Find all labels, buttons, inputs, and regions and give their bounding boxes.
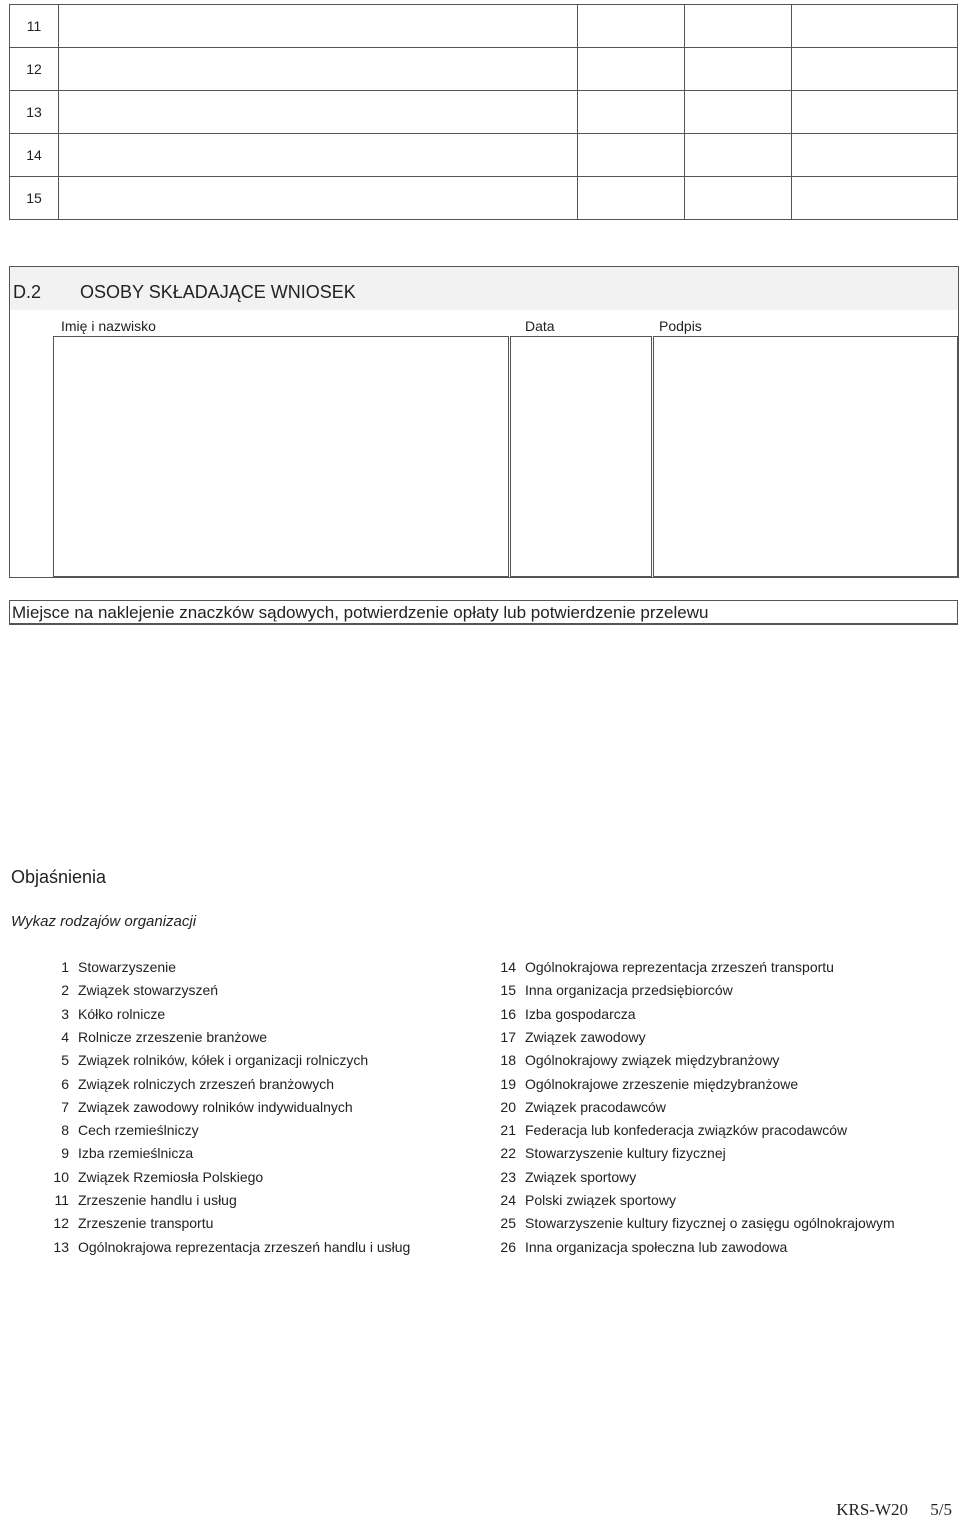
item-label: Zrzeszenie handlu i usług	[78, 1192, 237, 1208]
item-number: 18	[500, 1052, 516, 1069]
item-number: 25	[500, 1215, 516, 1232]
list-item	[500, 1075, 799, 1093]
item-number: 2	[61, 982, 69, 999]
applicants-section	[9, 266, 959, 578]
cell-a[interactable]	[578, 91, 685, 134]
item-number: 3	[61, 1005, 69, 1022]
item-number: 11	[54, 1192, 69, 1208]
cell-c[interactable]	[792, 5, 958, 48]
cell-a[interactable]	[578, 5, 685, 48]
item-label: Izba rzemieślnicza	[78, 1145, 194, 1162]
table-row	[10, 91, 958, 134]
list-item	[500, 1028, 646, 1046]
list-item	[61, 981, 219, 999]
table-row	[10, 134, 958, 177]
item-label: Związek pracodawców	[525, 1098, 666, 1115]
list-item	[61, 1051, 369, 1069]
cell-b[interactable]	[685, 48, 792, 91]
cell-c[interactable]	[792, 134, 958, 177]
item-number: 23	[500, 1168, 516, 1185]
fee-stamp-area	[9, 600, 958, 625]
date-field[interactable]	[510, 336, 652, 577]
name-cell[interactable]	[59, 91, 578, 134]
table-row	[10, 48, 958, 91]
cell-b[interactable]	[685, 134, 792, 177]
item-label: Ogólnokrajowa reprezentacja zrzeszeń handlu i usług	[78, 1238, 411, 1255]
section-code: D.2	[13, 282, 42, 302]
table-row	[10, 177, 958, 220]
item-label: Zrzeszenie transportu	[78, 1215, 214, 1232]
item-number: 4	[61, 1028, 69, 1045]
form-code: KRS-W20	[836, 1500, 908, 1519]
page-number: 5/5	[930, 1500, 952, 1519]
item-label: Związek zawodowy	[525, 1028, 646, 1045]
item-label: Związek zawodowy rolników indywidualnych	[78, 1098, 353, 1115]
list-item	[500, 1121, 848, 1139]
cell-c[interactable]	[792, 177, 958, 220]
explanations-subtitle: Wykaz rodzajów organizacji	[11, 913, 197, 930]
list-item	[500, 1144, 726, 1162]
item-label: Ogólnokrajowy związek międzybranżowy	[525, 1052, 780, 1069]
list-item	[53, 1238, 411, 1256]
name-column-header: Imię i nazwisko	[61, 318, 156, 334]
list-item	[61, 1121, 199, 1139]
cell-a[interactable]	[578, 177, 685, 220]
list-item	[54, 1191, 237, 1209]
item-label: Federacja lub konfederacja związków pracodawców	[525, 1122, 848, 1139]
item-label: Związek rolniczych zrzeszeń branżowych	[78, 1075, 334, 1092]
item-label: Związek stowarzyszeń	[78, 982, 219, 999]
item-number: 12	[53, 1215, 69, 1232]
item-number: 21	[500, 1122, 516, 1139]
item-label: Związek sportowy	[525, 1168, 637, 1185]
list-item	[61, 1075, 334, 1093]
section-header	[10, 267, 958, 310]
row-number: 11	[10, 5, 59, 48]
item-label: Kółko rolnicze	[78, 1005, 166, 1022]
item-label: Inna organizacja społeczna lub zawodowa	[525, 1238, 788, 1255]
item-number: 16	[500, 1005, 516, 1022]
section-title: OSOBY SKŁADAJĄCE WNIOSEK	[80, 282, 356, 302]
cell-a[interactable]	[578, 134, 685, 177]
list-item	[53, 1214, 214, 1232]
row-number: 13	[10, 91, 59, 134]
list-item	[53, 1168, 264, 1186]
list-item	[500, 1168, 637, 1186]
list-item	[500, 1191, 676, 1209]
explanations-title: Objaśnienia	[11, 867, 107, 887]
item-label: Związek rolników, kółek i organizacji rolniczych	[78, 1052, 369, 1069]
item-number: 9	[61, 1145, 69, 1162]
item-label: Izba gospodarcza	[525, 1005, 636, 1022]
members-table	[9, 4, 958, 220]
list-item	[61, 958, 177, 976]
item-number: 6	[61, 1075, 69, 1092]
item-number: 8	[61, 1122, 69, 1139]
row-number: 14	[10, 134, 59, 177]
item-number: 1	[61, 959, 69, 975]
item-number: 22	[500, 1145, 516, 1162]
item-number: 7	[61, 1098, 69, 1115]
item-number: 24	[500, 1192, 516, 1208]
list-item	[500, 1051, 780, 1069]
cell-b[interactable]	[685, 5, 792, 48]
row-number: 15	[10, 177, 59, 220]
item-number: 20	[500, 1098, 516, 1115]
name-cell[interactable]	[59, 5, 578, 48]
list-item	[61, 1005, 166, 1023]
list-item	[500, 1238, 788, 1256]
cell-b[interactable]	[685, 177, 792, 220]
item-label: Cech rzemieślniczy	[78, 1122, 199, 1139]
item-number: 15	[500, 982, 516, 999]
list-item	[61, 1098, 353, 1116]
item-number: 10	[53, 1168, 69, 1185]
item-label: Ogólnokrajowa reprezentacja zrzeszeń transportu	[525, 959, 834, 975]
name-cell[interactable]	[59, 134, 578, 177]
item-number: 14	[500, 959, 516, 975]
cell-c[interactable]	[792, 48, 958, 91]
item-label: Związek Rzemiosła Polskiego	[78, 1168, 264, 1185]
list-item	[61, 1144, 194, 1162]
signature-column-header: Podpis	[659, 318, 702, 334]
item-number: 17	[500, 1028, 516, 1045]
item-label: Inna organizacja przedsiębiorców	[525, 982, 733, 999]
list-item	[500, 1005, 636, 1023]
table-row	[10, 5, 958, 48]
item-label: Stowarzyszenie	[78, 959, 177, 975]
name-cell[interactable]	[59, 48, 578, 91]
list-item	[61, 1028, 268, 1046]
signature-field[interactable]	[653, 336, 958, 577]
cell-b[interactable]	[685, 91, 792, 134]
item-number: 5	[61, 1052, 69, 1069]
cell-a[interactable]	[578, 48, 685, 91]
item-number: 26	[500, 1238, 516, 1255]
item-number: 19	[500, 1075, 516, 1092]
item-label: Rolnicze zrzeszenie branżowe	[78, 1028, 268, 1045]
cell-c[interactable]	[792, 91, 958, 134]
name-field[interactable]	[53, 336, 509, 577]
item-label: Stowarzyszenie kultury fizycznej	[525, 1145, 726, 1162]
fee-stamp-label: Miejsce na naklejenie znaczków sądowych, potwierdzenie opłaty lub potwierdzenie przelewu	[12, 603, 709, 622]
list-item	[500, 981, 733, 999]
list-item	[500, 958, 834, 976]
list-item	[500, 1098, 666, 1116]
item-number: 13	[53, 1238, 69, 1255]
item-label: Ogólnokrajowe zrzeszenie międzybranżowe	[525, 1075, 799, 1092]
list-item	[500, 1214, 895, 1232]
date-column-header: Data	[525, 318, 555, 334]
name-cell[interactable]	[59, 177, 578, 220]
item-label: Stowarzyszenie kultury fizycznej o zasięgu ogólnokrajowym	[525, 1215, 895, 1232]
row-number: 12	[10, 48, 59, 91]
item-label: Polski związek sportowy	[525, 1192, 676, 1208]
